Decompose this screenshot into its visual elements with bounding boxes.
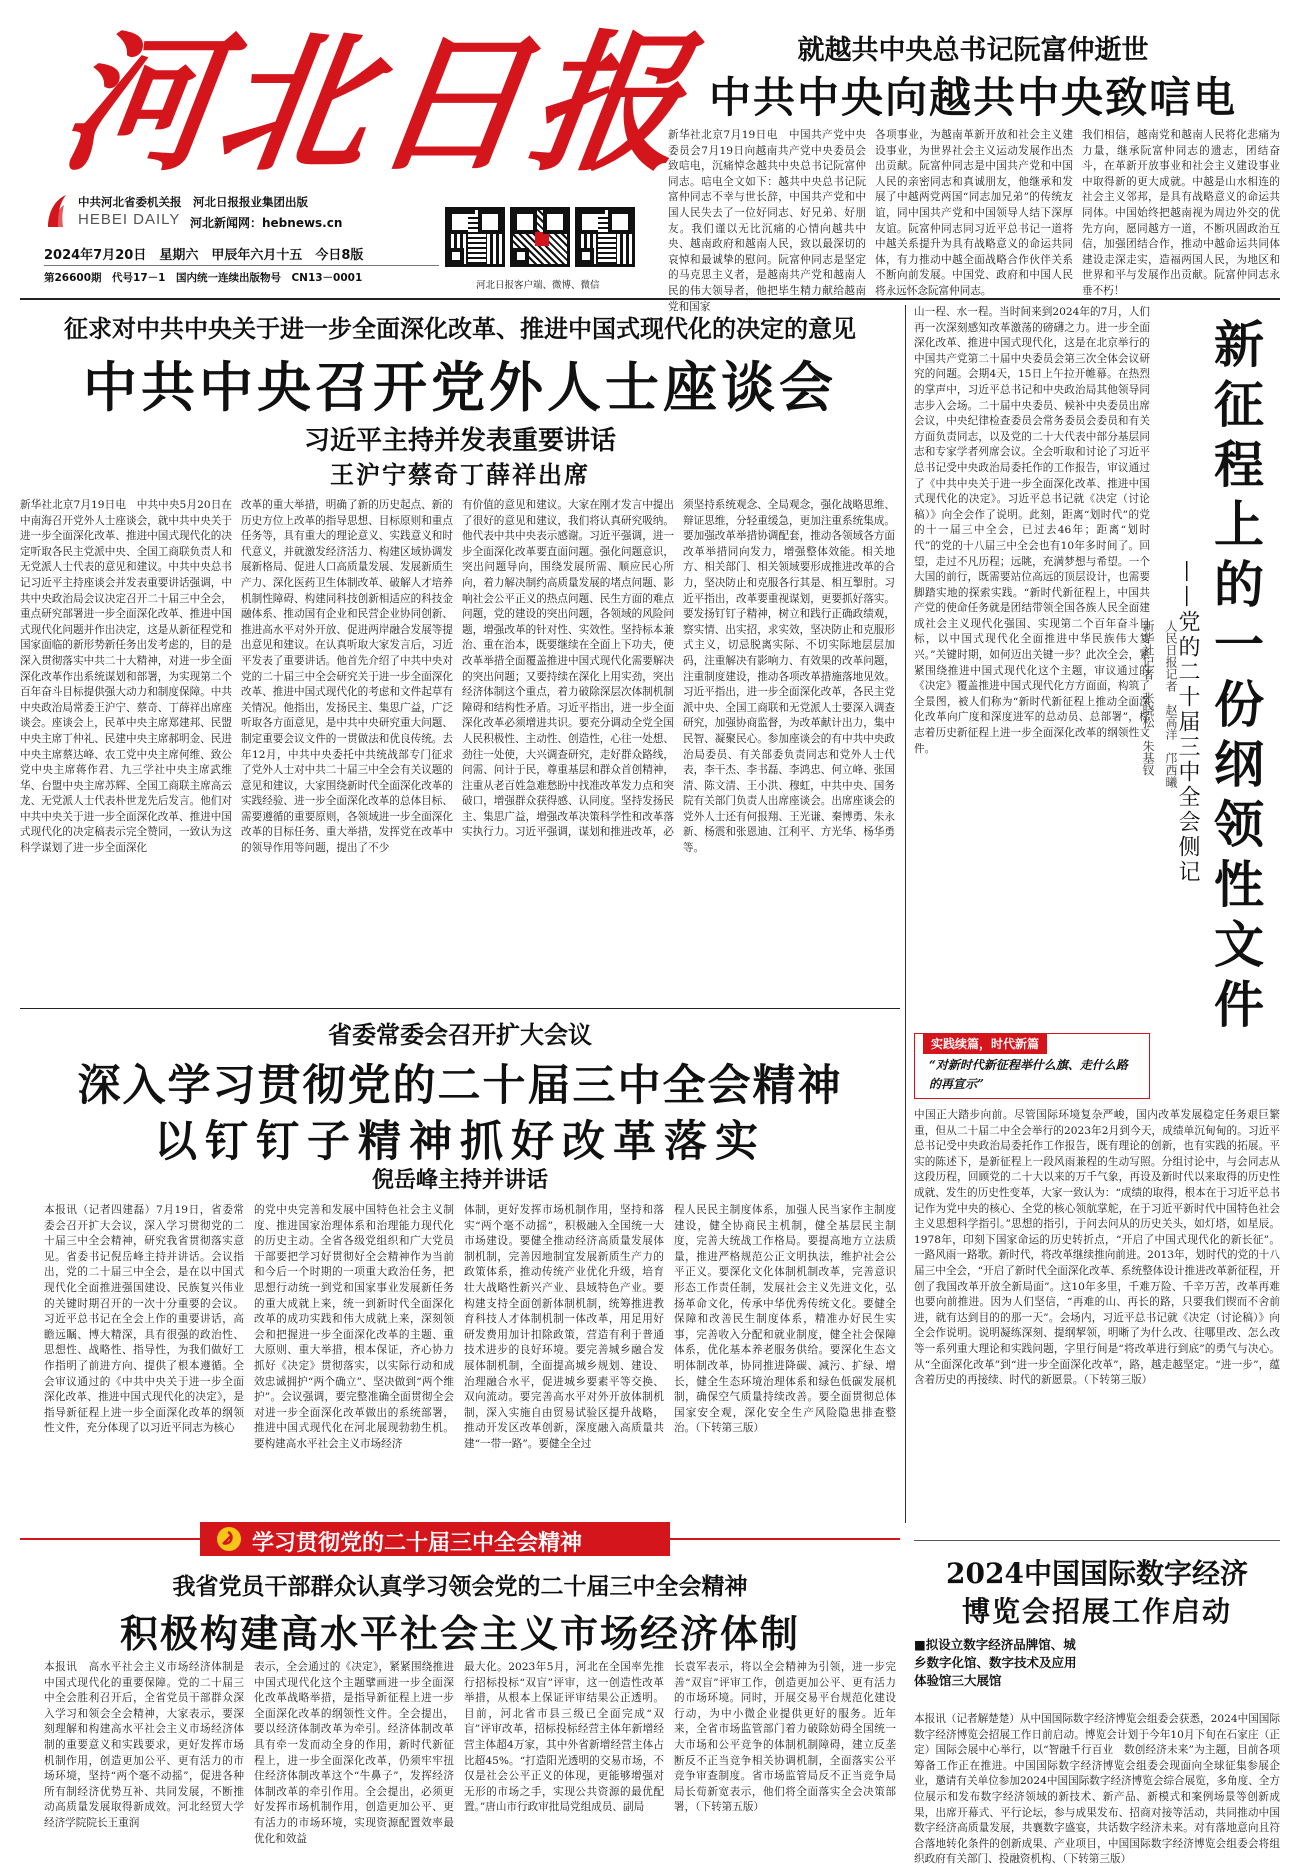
byline-people-daily: 人民日报记者 赵高洋 邝西曦 bbox=[1164, 620, 1178, 788]
top-story-headline: 中共中央向越共中央致唁电 bbox=[708, 73, 1237, 122]
market-kicker: 我省党员干部群众认真学习领会党的二十届三中全会精神 bbox=[172, 1573, 748, 1600]
expo-headline-1: 2024中国国际数字经济 bbox=[946, 1557, 1248, 1590]
meeting-headline-1: 深入学习贯彻党的二十届三中全会精神 bbox=[77, 1061, 843, 1111]
commentary-text-top: 山一程、水一程。当时间来到2024年的7月，人们再一次深刻感知改革激荡的磅礴之力。进一步全面深化改革、推进中国式现代化，这是在北京举行的中国共产党第二十届中央委员会第三次全体会议研究的问题。会期4天，15日上午拉开帷幕。在热烈的掌声中，习近平总书记和中央政治局其他领导同志步入会场。二十届中央委员、候补中央委员出席会议，中央纪律检查委员会常务委员会委员和有关方面负责同志，以及党的二十大代表中部分基层同志和专家学者列席会议。全会听取和讨论了习近平总书记受中央政治局委托作的工作报告，审议通过了《中共中央关于进一步全面深化改革、推进中国式现代化的决定》。习近平总书记就《决定（讨论稿）》向全会作了说明。此刻，距离“划时代”的党的十一届三中全会，已过去46年；距离“划时代”的党的十八届三中全会也有10年多时间了。回望，走过不凡历程；远眺，充满梦想与希望。一个大国的前行，既需要站位高远的顶层设计，也需要脚踏实地的探索实践。“新时代新征程上，中国共产党的使命任务就是团结带领全国各族人民全面建成社会主义现代化强国、实现第二个百年奋斗目标，以中国式现代化全面推进中华民族伟大复兴。”关键时期，如何迈出关键一步？此次全会，紧紧围绕推进中国式现代化这个主题，审议通过的《决定》覆盖推进中国式现代化方方面面，构筑了全景图，被人们称为“新时代新征程上推动全面深化改革向广度和深度进军的总动员、总部署”，标志着历史新征程上进一步全面深化改革的纲领性文件。 bbox=[914, 306, 1150, 755]
commentary-box-quote: “对新时代新征程举什么旗、走什么路的再宣示” bbox=[929, 1058, 1128, 1091]
study-banner bbox=[20, 1522, 900, 1556]
website-link[interactable]: 河北新闻网：hebnews.cn bbox=[190, 216, 343, 230]
top-story-kicker: 就越共中央总书记阮富仲逝世 bbox=[797, 35, 1149, 66]
qr-caption: 河北日报客户端、微博、微信 bbox=[476, 280, 600, 291]
publisher-line: 中共河北省委机关报 河北日报报业集团出版 bbox=[78, 195, 308, 209]
issue-line: 第26600期 代号17－1 国内统一连续出版物号 CN13－0001 bbox=[44, 272, 363, 284]
study-banner-label: 学习贯彻党的二十届三中全会精神 bbox=[252, 1531, 583, 1556]
commentary-box-label: 实践续篇，时代新篇 bbox=[923, 1033, 1047, 1054]
lead-story-kicker: 征求对中共中央关于进一步全面深化改革、推进中国式现代化的决定的意见 bbox=[64, 314, 856, 343]
top-story-col2: 各项事业，为越南革新开放和社会主义建设事业，为世界社会主义运动发展作出杰出贡献。阮富仲同志是中国共产党和中国人民的亲密同志和真诚朋友，他继承和发展了中越两党两国“同志加兄弟”的传统友谊，同中国共产党和中国领导人结下深厚友谊。阮富仲同志同习近平总书记一道将中越关系提升为具有战略意义的命运共同体，有力推动中越全面战略合作伙伴关系不断向前发展。中国党、政府和中国人民将永远怀念阮富仲同志。 bbox=[875, 129, 1073, 297]
lead-story-sub1: 习近平主持并发表重要讲话 bbox=[303, 426, 616, 456]
expo-headline-2: 博览会招展工作启动 bbox=[961, 1595, 1232, 1628]
market-col1: 本报讯 高水平社会主义市场经济体制是中国式现代化的重要保障。党的二十届三中全会胜利召开后，全省党员干部群众深入学习和领会全会精神，大家表示，要深刻理解和构建高水平社会主义市场经济体制的重要意义和实践要求，更好发挥市场机制作用，创造更加公平、更有活力的市场环境，坚持“两个毫不动摇”，促进各种所有制经济优势互补、共同发展，不断推动高质量发展取得新成效。河北经贸大学经济学院院长王重润 bbox=[44, 1661, 244, 1829]
market-col4: 长袁军表示，将以全会精神为引领，进一步完善“双盲”评审工作，创造更加公平、更有活力的市场环境。同时，开展交易平台规范化建设行动，为中小微企业提供更好的服务。近年来，全省市场监管部门着力破除妨碍全国统一大市场和公平竞争的体制机制障碍，建立反垄断反不正当竞争相关协调机制，全面落实公平竞争审查制度。省市场监管局反不正当竞争局局长荀新宽表示，他们将全面落实全会决策部署，（下转第五版） bbox=[674, 1661, 896, 1814]
meeting-col2: 的党中央完善和发展中国特色社会主义制度、推进国家治理体系和治理能力现代化的历史主动。全省各级党组织和广大党员干部要把学习好贯彻好全会精神作为当前和今后一个时期的一项重大政治任务，把思想行动统一到党和国家事业发展新任务的重大成就上来，统一到新时代全面深化改革的成功实践和伟大成就上来，深刻领会和把握进一步全面深化改革的主题、重大原则、重大举措，根本保证，齐心协力抓好《决定》贯彻落实，以实际行动和成效忠诚拥护“两个确立”、坚决做到“两个维护”。会议强调，要完整准确全面贯彻全会对进一步全面深化改革做出的系统部署，推进中国式现代化在河北展现勃勃生机。要构建高水平社会主义市场经济 bbox=[254, 1204, 454, 1450]
market-col2: 表示，全会通过的《决定》，紧紧围绕推进中国式现代化这个主题擘画进一步全面深化改革战略举措，是指导新征程上进一步全面深化改革的纲领性文件。全会提出，要以经济体制改革为牵引。经济体制改革具有牵一发而动全身的作用，新时代新征程上，进一步全面深化改革，仍须牢牢扭住经济体制改革这个“牛鼻子”，发挥经济体制改革的牵引作用。全会提出，必须更好发挥市场机制作用，创造更加公平、更有活力的市场环境，实现资源配置效率最优化和效益 bbox=[254, 1661, 454, 1845]
lead-story-col2: 改革的重大举措，明确了新的历史起点、新的历史方位上改革的指导思想、目标原则和重点任务等，具有重大的理论意义、实践意义和时代意义，并就激发经济活力、构建区域协调发展新格局、促进人口高质量发展、发展新质生产力、深化医药卫生体制改革、破解人才培养机制性障碍、构建同科技创新相适应的科技金融体系、推动国有企业和民营企业协同创新、推进高水平对外开放、促进两岸融合发展等提出意见和建议。在认真听取大家发言后，习近平发表了重要讲话。他首先介绍了中共中央对党的二十届三中全会研究关于进一步全面深化改革、推进中国式现代化的考虑和文件起草有关情况。他指出，发扬民主、集思广益，广泛听取各方面意见，是中共中央研究重大问题、制定重要会议文件的一贯做法和优良传统。去年12月，中共中央委托中共统战部专门征求了党外人士对中共二十届三中全会有关议题的意见和建议，大家围绕新时代全面深化改革的实践经验、进一步全面深化改革的总体目标、需要遵循的重要原则，各领域进一步全面深化改革的目标任务、重大举措，发挥党在改革中的领导作用等问题，提出了不少 bbox=[241, 499, 453, 855]
qr-code-app[interactable] bbox=[445, 207, 505, 267]
top-story-col1: 新华社北京7月19日电 中国共产党中央委员会7月19日向越南共产党中央委员会致唁电，沉痛悼念越共中央总书记阮富仲同志。唁电全文如下：越共中央总书记阮富仲同志不幸与世长辞，中国共产党和中国人民失去了一位好同志、好兄弟、好朋友。我们谨以无比沉痛的心情向越共中央、越南政府和越南人民，致以最深切的哀悼和最诚挚的慰问。阮富仲同志是坚定的马克思主义者，是越南共产党和越南人民的伟大领导者，他把毕生精力献给越南党和国家 bbox=[668, 129, 866, 313]
qr-code-weibo[interactable] bbox=[510, 207, 570, 267]
commentary-bylines bbox=[1140, 620, 1180, 1020]
date-line: 2024年7月20日 星期六 甲辰年六月十五 今日8版 bbox=[44, 248, 364, 263]
expo-body: 本报讯（记者解楚楚）从中国国际数字经济博览会组委会获悉，2024中国国际数字经济博览会招展工作日前启动。博览会计划于今年10月下旬在石家庄（正定）国际会展中心举行，以“智融千行百业 数创经济未来”为主题，目前各项筹备工作正在推进。中国国际数字经济博览会组委会现面向全球征集参展企业，邀请有关单位参加2024中国国际数字经济博览会综合展览，多角度、全方位展示和发布数字经济领域的新技术、新产品、新模式和案例场景等创新成果，出席开幕式、平行论坛，参与成果发布、招商对接等活动，共同推动中国数字经济高质量发展，共襄数字盛宴，共话数字经济未来。对有落地意向且符合落地转化条件的创新成果、产业项目，中国国际数字经济博览会组委会将组织政府有关部门、投融资机构、（下转第三版） bbox=[914, 1713, 1280, 1866]
byline-xinhua: 新华社记者 张晓松 朱基钗 bbox=[1141, 620, 1155, 776]
commentary-subtitle: ——党的二十届三中全会侧记 bbox=[1175, 560, 1200, 885]
lead-story-col1: 新华社北京7月19日电 中共中央5月20日在中南海召开党外人士座谈会，就中共中央关于进一步全面深化改革、推进中国式现代化的决定听取各民主党派中央、全国工商联负责人和无党派人士代表的意见和建议。中共中央总书记习近平主持座谈会并发表重要讲话强调，中共中央政治局会议决定召开二十届三中全会，重点研究部署进一步全面深化改革、推进中国式现代化问题并作出决定，这是从新征程党和国家面临的新形势新任务出发考虑的，目的是深入贯彻落实中共二十大精神，对进一步全面深化改革作出系统谋划和部署，为实现第二个百年奋斗目标提供强大动力和制度保障。中共中央政治局常委王沪宁、蔡奇、丁薛祥出席座谈会。座谈会上，民革中央主席郑建邦、民盟中央主席丁仲礼、民建中央主席郝明金、民进中央主席蔡达峰、农工党中央主席何维、致公党中央主席蒋作君、九三学社中央主席武维华、台盟中央主席苏辉、全国工商联主席高云龙、无党派人士代表朴世龙先后发言。他们对中共中央关于进一步全面深化改革、推进中国式现代化的决定稿表示完全赞同，一致认为这科学谋划了进一步全面深化 bbox=[20, 499, 232, 855]
meeting-sub: 倪岳峰主持并讲话 bbox=[371, 1167, 548, 1193]
market-col3: 最大化。2023年5月，河北在全国率先推行招标投标“双盲”评审，这一创造性改革举措，从根本上保证评审结果公正透明。目前，河北省市县三级已全面完成“双盲”评审改革，招标投标经营主体年新增经营主体超4万家，其中外省新增经营主体占比超45%。“打造阳光透明的交易市场，不仅是社会公平正义的体现，更能够增强对无形的市场之手，实现公共资源的最优配置。”唐山市行政审批局党组成员、副局 bbox=[464, 1661, 664, 1814]
top-story-col3: 我们相信，越南党和越南人民将化悲痛为力量，继承阮富仲同志的遗志，团结奋斗，在革新开放事业和社会主义建设事业中取得新的更大成就。中越是山水相连的社会主义邻邦，是具有战略意义的命运共同体。中国始终把越南视为周边外交的优先方向，愿同越方一道，不断巩固政治互信，加强团结合作，推动中越命运共同体建设走深走实，造福两国人民，为地区和世界和平与发展作出贡献。阮富仲同志永垂不朽！ bbox=[1082, 129, 1280, 297]
masthead-english: HEBEI DAILY bbox=[78, 211, 181, 228]
lead-story-col3: 有价值的意见和建议。大家在刚才发言中提出了很好的意见和建议，我们将认真研究吸纳。他代表中共中央表示感谢。习近平强调，进一步全面深化改革要直面问题。强化问题意识，突出问题导向，围绕发展所需、顺应民心所向，着力解决制约高质量发展的堵点问题、影响社会公平正义的热点问题、民生方面的难点问题，党的建设的突出问题，各领域的风险问题，增强改革的针对性、实效性。坚持标本兼治、重在治本，既要继续在全面上下功夫，使改革举措全面覆盖推进中国式现代化需要解决的突出问题；又要持续在深化上用实劲，突出经济体制这个重点，着力破除深层次体制机制障碍和结构性矛盾。习近平指出，进一步全面深化改革必须增进共识。要充分调动全党全国人民积极性、主动性、创造性，心往一处想、劲往一处使，大兴调查研究，走好群众路线，问需、问计于民，尊重基层和群众首创精神，注重从老百姓急难愁盼中找准改革发力点和突破口，增强群众获得感、认同度。坚持发扬民主、集思广益，增强改革决策科学性和改革落实执行力。习近平强调，谋划和推进改革，必 bbox=[462, 499, 674, 839]
publisher-logo-icon bbox=[44, 193, 70, 229]
qr-code-wechat[interactable] bbox=[575, 207, 635, 267]
meeting-col1: 本报讯（记者四建磊）7月19日，省委常委会召开扩大会议，深入学习贯彻党的二十届三中全会精神，研究我省贯彻落实意见。省委书记倪岳峰主持并讲话。会议指出，党的二十届三中全会，是在以中国式现代化全面推进强国建设、民族复兴伟业的关键时期召开的一次十分重要的会议。习近平总书记在全会上作的重要讲话，高瞻远瞩、博大精深，具有很强的政治性、思想性、战略性、指导性，为我们做好工作指明了前进方向、提供了根本遵循。全会审议通过的《中共中央关于进一步全面深化改革、推进中国式现代化的决定》，是指导新征程上进一步全面深化改革的纲领性文件，充分体现了以习近平同志为核心 bbox=[44, 1204, 244, 1435]
commentary-box bbox=[914, 1033, 1150, 1099]
meeting-col4: 程人民民主制度体系，加强人民当家作主制度建设，健全协商民主机制，健全基层民主制度，完善大统战工作格局。要提高地方立法质量，推进严格规范公正文明执法，维护社会公平正义。要深化文化体制机制改革，完善意识形态工作责任制，发展社会主义先进文化，弘扬革命文化，传承中华优秀传统文化。要健全保障和改善民生制度体系，精准办好民生实事，完善收入分配和就业制度，健全社会保障体系，优化基本养老服务供给。要深化生态文明体制改革，协同推进降碳、减污、扩绿、增长，健全生态环境治理体系和绿色低碳发展机制，确保空气质量持续改善。要全面贯彻总体国家安全观，深化安全生产风险隐患排查整治。（下转第三版） bbox=[674, 1204, 896, 1435]
lead-story-col4: 须坚持系统观念、全局观念，强化战略思维、辩证思维，分轻重缓急，更加注重系统集成。要加强改革举措协调配套，推动各领域各方面改革举措同向发力，增强整体效能。相关地方、相关部门、相关领域要形成推进改革的合力，坚决防止和克服各行其是、相互掣肘。习近平指出，改革要重视谋划，更要抓好落实。要发扬钉钉子精神，树立和践行正确政绩观，察实情、出实招，求实效，坚决防止和克服形式主义，切忌脱离实际、不切实际地层层加码，注重解决有影响力、有效果的改革问题，注重制度建设，推动各项改革措施落地见效。习近平指出，进一步全面深化改革，各民主党派中央、全国工商联和无党派人士要深入调查研究，加强协商监督，为改革献计出力，集中民智、凝聚民心。参加座谈会的有中共中央政治局委员、有关部委负责同志和党外人士代表，李干杰、李书磊、李鸿忠、何立峰、张国清、陈文清、王小洪、穆虹，中共中央、国务院有关部门负责人出席座谈会。出席座谈会的党外人士还有何报翔、王光谦、秦博勇、朱永新、杨震和张恩迪、江利平、方光华、杨华勇等。 bbox=[683, 499, 895, 855]
meeting-col3: 体制，更好发挥市场机制作用，坚持和落实“两个毫不动摇”，积极融入全国统一大市场建设。要健全推动经济高质量发展体制机制，完善因地制宜发展新质生产力的政策体系，推动传统产业优化升级，培育壮大战略性新兴产业、县域特色产业。要构建支持全面创新体制机制，统筹推进教育科技人才体制机制一体改革，用足用好研发费用加计扣除政策，营造有利于普通技术进步的良好环境。要完善城乡融合发展体制机制，全面提高城乡规划、建设、治理融合水平，促进城乡要素平等交换、双向流动。要完善高水平对外开放体制机制，深入实施自由贸易试验区提升战略，推动开发区改革创新，深度融入高质量共建“一带一路”。要健全全过 bbox=[464, 1204, 664, 1450]
market-headline: 积极构建高水平社会主义市场经济体制 bbox=[119, 1611, 800, 1656]
commentary-text-bottom: 中国正大踏步向前。尽管国际环境复杂严峻，国内改革发展稳定任务艰巨繁重，但从二十届二中全会举行的2023年2月到今天，成绩单沉甸甸的。习近平总书记受中央政治局委托作工作报告，既有理论的创新，也有实践的拓展。平实的陈述下，是新征程上一段风雨兼程的生动写照。分组讨论中，与会同志从这段历程，回顾党的二十大以来的万千气象，再设及新时代以来取得的历史性成就、发生的历史性变革，大家一致认为：“成绩的取得，根本在于习近平总书记作为党中央的核心、全党的核心领航掌舵，在于习近平新时代中国特色社会主义思想科学指引。”思想的指引，于问去问从的历史关头，如灯塔，如星辰。1978年，印刻下国家命运的历史转折点，“开启了中国式现代化的新长征”。一路风雨一路歌。新时代，将改革继续推向前进。2013年，划时代的党的十八届三中全会，“开启了新时代全面深化改革、系统整体设计推进改革新征程，开创了我国改革开放全新局面”。这10年多里，千难万险、千辛万苦，改革再难也要向前推进。因为人们坚信，“再难的山、再长的路，只要我们锲而不舍前进，就有达到目的的那一天”。会场内，习近平总书记就《决定（讨论稿）》向全会作说明。说明凝练深刻、提纲挈领，明晰了为什么改、往哪里改、怎么改等一系列重大理论和实践问题，字里行间是“将改革进行到底”的勇气与决心。从“全面深化改革”到“进一步全面深化改革”，路，越走越坚定。“进一步”，蕴含着历史的再接续、时代的新愿景。（下转第三版） bbox=[914, 1109, 1280, 1387]
meeting-headline-2: 以钉钉子精神抓好改革落实 bbox=[154, 1117, 766, 1167]
meeting-kicker: 省委常委会召开扩大会议 bbox=[328, 1020, 592, 1049]
lead-story-sub2: 王沪宁蔡奇丁薛祥出席 bbox=[330, 460, 590, 489]
masthead-logo bbox=[24, 14, 701, 194]
lead-story-headline: 中共中央召开党外人士座谈会 bbox=[83, 356, 837, 419]
party-emblem-icon bbox=[216, 1526, 242, 1552]
commentary-title: 新征程上的一份纲领性文件 bbox=[1206, 318, 1265, 1038]
masthead-title: 河北日报 bbox=[51, 16, 701, 192]
expo-sub: ■拟设立数字经济品牌馆、城乡数字化馆、数字技术及应用体验馆三大展馆 bbox=[914, 1637, 1077, 1688]
